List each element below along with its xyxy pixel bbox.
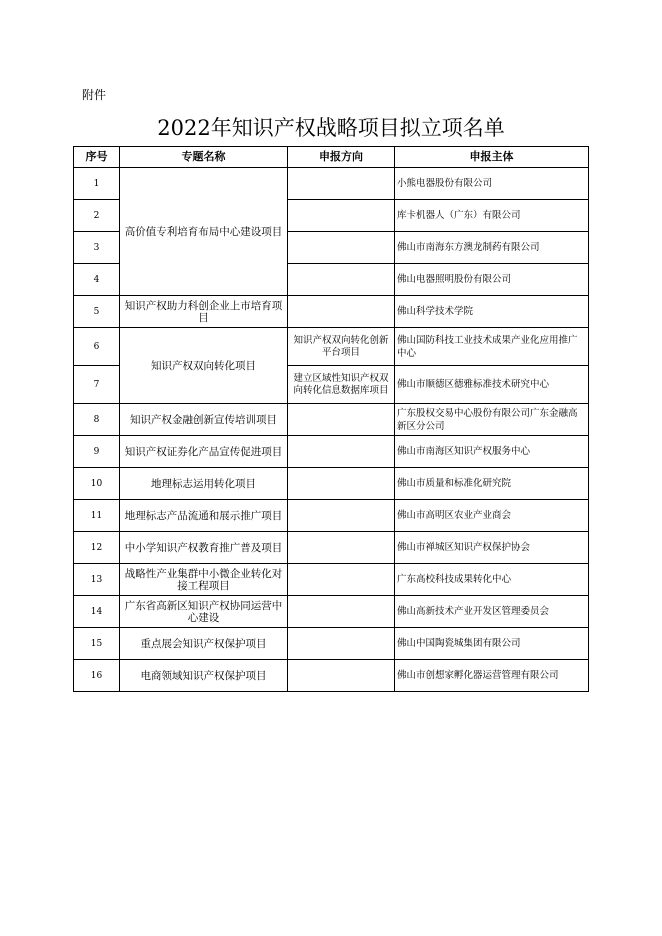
applicant-cell: 佛山市禅城区知识产权保护协会 <box>395 532 589 564</box>
row-number: 2 <box>74 200 120 232</box>
direction-cell <box>288 200 395 232</box>
table-row <box>74 532 589 564</box>
table-row <box>74 468 589 500</box>
topic-cell: 知识产权助力科创企业上市培育项目 <box>120 296 288 328</box>
applicant-cell: 佛山电器照明股份有限公司 <box>395 264 589 296</box>
attachment-label: 附件 <box>82 88 107 102</box>
direction-cell <box>288 264 395 296</box>
topic-cell: 高价值专利培育布局中心建设项目 <box>120 168 288 296</box>
row-number: 11 <box>74 500 120 532</box>
table-row <box>74 296 589 328</box>
table-row <box>74 596 589 628</box>
direction-cell: 建立区域性知识产权双向转化信息数据库项目 <box>288 366 395 404</box>
topic-cell: 广东省高新区知识产权协同运营中心建设 <box>120 596 288 628</box>
row-number: 4 <box>74 264 120 296</box>
direction-cell <box>288 564 395 596</box>
applicant-cell: 佛山中国陶瓷城集团有限公司 <box>395 628 589 660</box>
page-title: 2022年知识产权战略项目拟立项名单 <box>157 116 505 140</box>
table-header-row <box>74 147 589 168</box>
direction-cell <box>288 628 395 660</box>
table-row <box>74 660 589 692</box>
applicant-cell: 佛山市质量和标准化研究院 <box>395 468 589 500</box>
applicant-cell: 佛山市创想家孵化器运营管理有限公司 <box>395 660 589 692</box>
topic-cell: 知识产权金融创新宣传培训项目 <box>120 404 288 436</box>
row-number: 3 <box>74 232 120 264</box>
row-number: 15 <box>74 628 120 660</box>
applicant-cell: 佛山市高明区农业产业商会 <box>395 500 589 532</box>
applicant-cell: 佛山市顺德区德雅标准技术研究中心 <box>395 366 589 404</box>
topic-cell: 中小学知识产权教育推广普及项目 <box>120 532 288 564</box>
project-list-table <box>73 146 589 692</box>
applicant-cell: 佛山市南海东方澳龙制药有限公司 <box>395 232 589 264</box>
applicant-cell: 佛山市南海区知识产权服务中心 <box>395 436 589 468</box>
row-number: 12 <box>74 532 120 564</box>
table-row <box>74 628 589 660</box>
direction-cell <box>288 168 395 200</box>
topic-cell: 电商领域知识产权保护项目 <box>120 660 288 692</box>
direction-cell <box>288 500 395 532</box>
applicant-cell: 佛山高新技术产业开发区管理委员会 <box>395 596 589 628</box>
row-number: 8 <box>74 404 120 436</box>
column-header-applicant: 申报主体 <box>395 147 589 168</box>
applicant-cell: 库卡机器人（广东）有限公司 <box>395 200 589 232</box>
direction-cell <box>288 468 395 500</box>
column-header-direction: 申报方向 <box>288 147 395 168</box>
row-number: 9 <box>74 436 120 468</box>
topic-cell: 知识产权双向转化项目 <box>120 328 288 404</box>
applicant-cell: 佛山科学技术学院 <box>395 296 589 328</box>
row-number: 1 <box>74 168 120 200</box>
applicant-cell: 广东高校科技成果转化中心 <box>395 564 589 596</box>
row-number: 7 <box>74 366 120 404</box>
table-row <box>74 404 589 436</box>
topic-cell: 地理标志运用转化项目 <box>120 468 288 500</box>
row-number: 16 <box>74 660 120 692</box>
applicant-cell: 小熊电器股份有限公司 <box>395 168 589 200</box>
topic-cell: 重点展会知识产权保护项目 <box>120 628 288 660</box>
topic-cell: 战略性产业集群中小微企业转化对接工程项目 <box>120 564 288 596</box>
topic-cell: 地理标志产品流通和展示推广项目 <box>120 500 288 532</box>
table-row <box>74 500 589 532</box>
row-number: 13 <box>74 564 120 596</box>
direction-cell: 知识产权双向转化创新平台项目 <box>288 328 395 366</box>
direction-cell <box>288 532 395 564</box>
row-number: 10 <box>74 468 120 500</box>
direction-cell <box>288 436 395 468</box>
row-number: 5 <box>74 296 120 328</box>
topic-cell: 知识产权证券化产品宣传促进项目 <box>120 436 288 468</box>
row-number: 14 <box>74 596 120 628</box>
direction-cell <box>288 596 395 628</box>
table-row <box>74 168 589 200</box>
row-number: 6 <box>74 328 120 366</box>
table-row <box>74 328 589 366</box>
column-header-no: 序号 <box>74 147 120 168</box>
direction-cell <box>288 232 395 264</box>
column-header-topic: 专题名称 <box>120 147 288 168</box>
applicant-cell: 佛山国防科技工业技术成果产业化应用推广中心 <box>395 328 589 366</box>
table-row <box>74 564 589 596</box>
direction-cell <box>288 296 395 328</box>
table-row <box>74 436 589 468</box>
direction-cell <box>288 404 395 436</box>
direction-cell <box>288 660 395 692</box>
applicant-cell: 广东股权交易中心股份有限公司广东金融高新区分公司 <box>395 404 589 436</box>
